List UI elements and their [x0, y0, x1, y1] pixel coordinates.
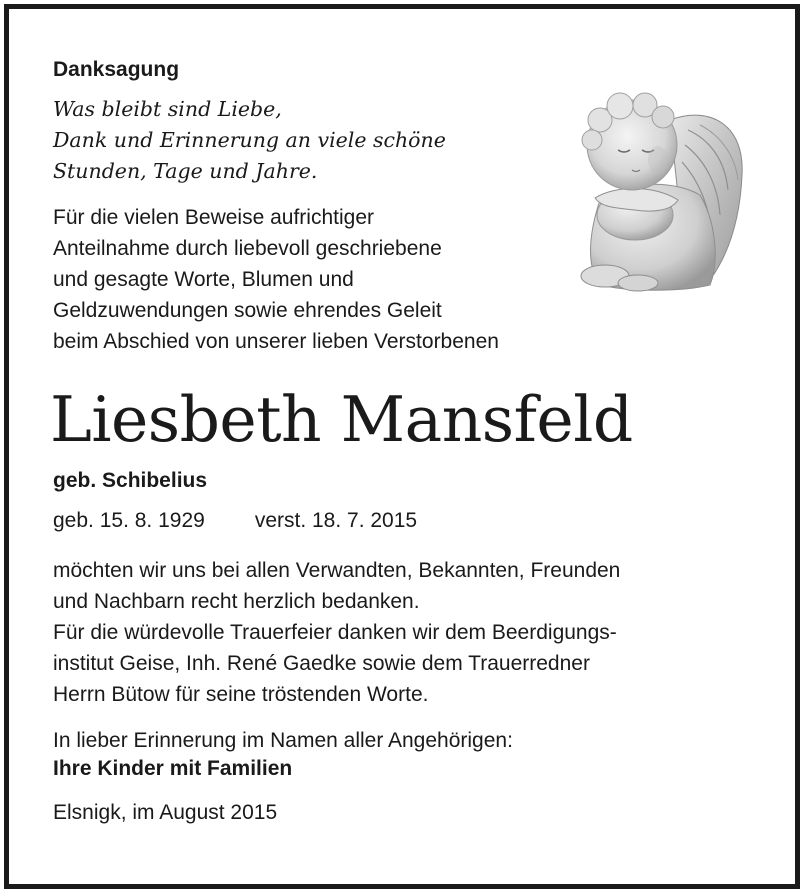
thanks-line: Herrn Bütow für seine tröstenden Worte.	[53, 683, 429, 706]
intro-line: beim Abschied von unserer lieben Verstorbenen	[53, 330, 499, 353]
birth-date: geb. 15. 8. 1929	[53, 509, 205, 532]
life-dates	[53, 509, 417, 533]
thanks-line: möchten wir uns bei allen Verwandten, Bekannten, Freunden	[53, 559, 621, 582]
poem-line: Was bleibt sind Liebe,	[53, 97, 282, 121]
signature: Ihre Kinder mit Familien	[53, 757, 293, 780]
sleeping-angel-figurine-icon	[560, 80, 760, 295]
poem-line: Stunden, Tage und Jahre.	[53, 159, 318, 183]
thanks-paragraph	[53, 555, 620, 710]
closing-line: In lieber Erinnerung im Namen aller Angehörigen:	[53, 729, 513, 752]
maiden-name: geb. Schibelius	[53, 469, 208, 492]
thanks-line: und Nachbarn recht herzlich bedanken.	[53, 590, 420, 613]
death-date: verst. 18. 7. 2015	[254, 509, 418, 532]
intro-line: Geldzuwendungen sowie ehrendes Geleit	[53, 299, 442, 322]
intro-line: Für die vielen Beweise aufrichtiger	[53, 206, 374, 229]
poem-line: Dank und Erinnerung an viele schöne	[53, 128, 446, 152]
thanks-line: Für die würdevolle Trauerfeier danken wir dem Beerdigungs-	[53, 621, 617, 644]
thanks-line: institut Geise, Inh. René Gaedke sowie dem Trauerredner	[53, 652, 590, 675]
notice-heading: Danksagung	[53, 58, 180, 81]
deceased-name: Liesbeth Mansfeld	[50, 383, 633, 456]
intro-line: Anteilnahme durch liebevoll geschriebene	[53, 237, 442, 260]
intro-line: und gesagte Worte, Blumen und	[53, 268, 354, 291]
place-date: Elsnigk, im August 2015	[53, 801, 278, 824]
poem-verse	[53, 94, 446, 187]
intro-paragraph	[53, 202, 499, 357]
